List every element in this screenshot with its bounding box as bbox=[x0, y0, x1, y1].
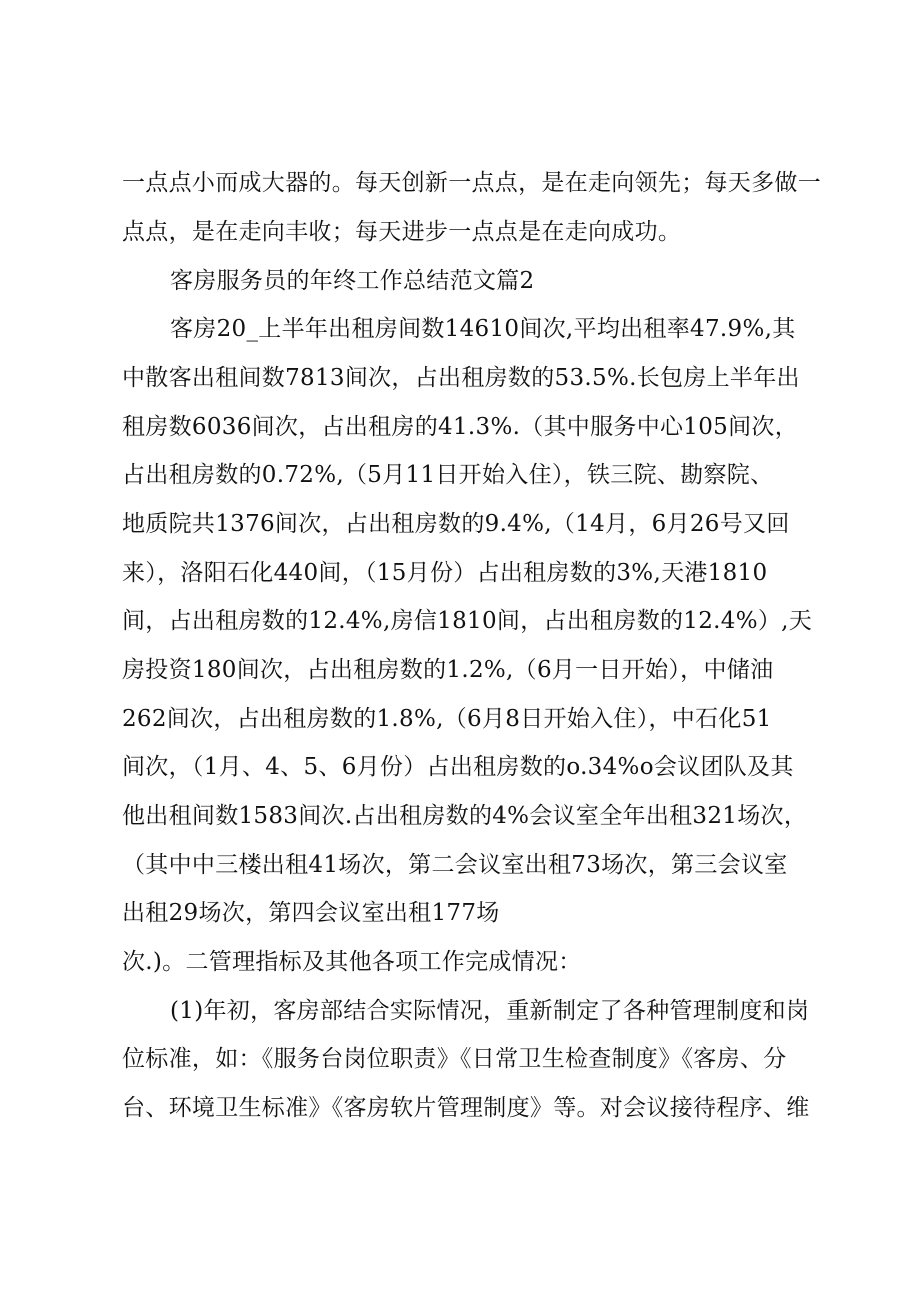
text-line: 次.)。二管理指标及其他各项工作完成情况： bbox=[122, 949, 582, 975]
text-line: 租房数6036间次，占出租房的41.3%.（其中服务中心105间次， bbox=[122, 414, 799, 440]
text-line: 台、环境卫生标准》《客房软片管理制度》等。对会议接待程序、维 bbox=[122, 1095, 810, 1121]
section-heading: 客房服务员的年终工作总结范文篇2 bbox=[170, 268, 535, 294]
text-line: 一点点小而成大器的。每天创新一点点，是在走向领先；每天多做一 bbox=[122, 170, 821, 196]
text-line: 出租29场次，第四会议室出租177场 bbox=[122, 900, 500, 926]
text-line: 他出租间数1583间次.占出租房数的4%会议室全年出租321场次， bbox=[122, 803, 808, 829]
text-line: 房投资180间次，占出租房数的1.2%,（6月一日开始），中储油 bbox=[122, 657, 774, 683]
text-line: （其中中三楼出租41场次，第二会议室出租73场次，第三会议室 bbox=[122, 852, 788, 878]
text-line: 地质院共1376间次，占出租房数的9.4%,（14月，6月26号又回 bbox=[122, 511, 790, 537]
text-line: (1)年初，客房部结合实际情况，重新制定了各种管理制度和岗 bbox=[170, 998, 810, 1024]
text-line: 占出租房数的0.72%,（5月11日开始入住），铁三院、勘察院、 bbox=[122, 462, 774, 488]
text-line: 间次，（1月、4、5、6月份）占出租房数的o.34%o会议团队及其 bbox=[122, 754, 794, 780]
text-line: 点点，是在走向丰收；每天进步一点点是在走向成功。 bbox=[122, 219, 682, 245]
text-line: 来），洛阳石化440间，（15月份）占出租房数的3%,天港1810 bbox=[122, 560, 768, 586]
text-line: 间，占出租房数的12.4%,房信1810间，占出租房数的12.4%）,天 bbox=[122, 608, 813, 634]
text-line: 中散客出租间数7813间次，占出租房数的53.5%.长包房上半年出 bbox=[122, 365, 800, 391]
text-line: 位标准，如：《服务台岗位职责》《日常卫生检查制度》《客房、分 bbox=[122, 1046, 787, 1072]
text-line: 客房20_上半年出租房间数14610间次,平均出租率47.9%,其 bbox=[170, 316, 796, 342]
text-line: 262间次，占出租房数的1.8%,（6月8日开始入住），中石化51 bbox=[122, 706, 772, 732]
